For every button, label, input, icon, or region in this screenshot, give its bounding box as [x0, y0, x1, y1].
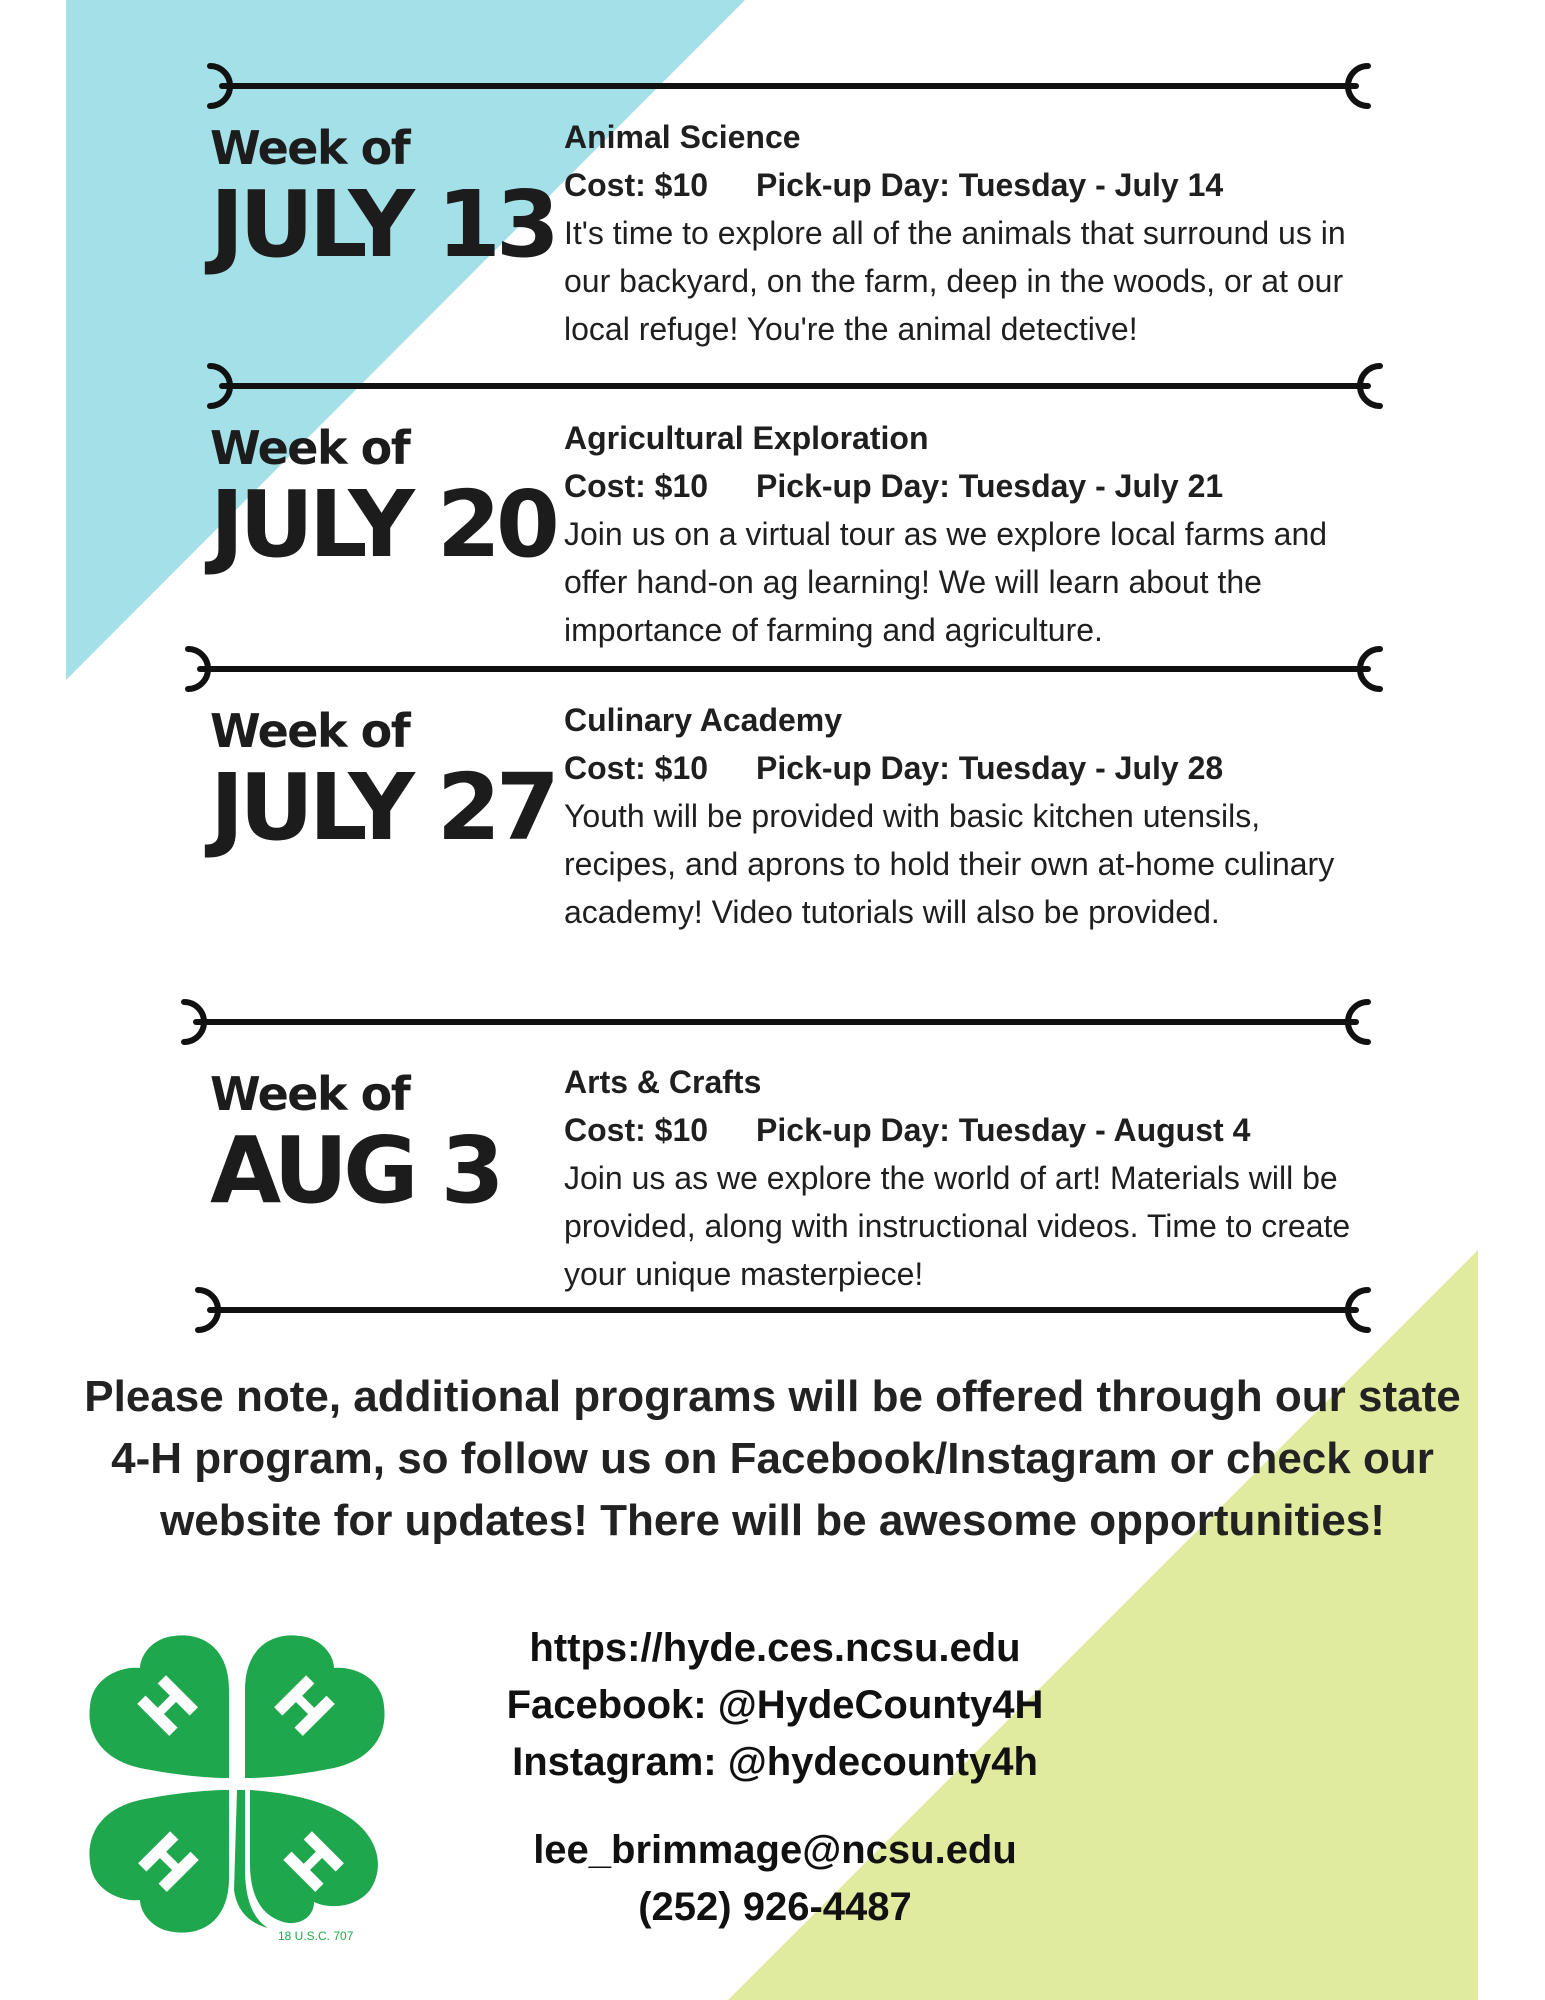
program-title: Agricultural Exploration: [564, 420, 929, 456]
program-title: Arts & Crafts: [564, 1064, 762, 1100]
week-label: Week of: [210, 1067, 410, 1121]
program-description: Youth will be provided with basic kitchen utensils, recipes, and aprons to hold their own at-home culinary academy! Video tutorials will also be provided.: [564, 798, 1335, 930]
program-info-4: [564, 1058, 1364, 1298]
program-cost: Cost: $10: [564, 750, 709, 786]
program-title: Animal Science: [564, 119, 801, 155]
week-heading-1: [210, 121, 555, 278]
email-link[interactable]: lee_brimmage@ncsu.edu: [533, 1828, 1017, 1872]
week-date: JULY 27: [210, 754, 555, 861]
phone-number[interactable]: (252) 926-4487: [638, 1885, 912, 1929]
program-pickup: Pick-up Day: Tuesday - July 28: [756, 750, 1224, 786]
program-title: Culinary Academy: [564, 702, 843, 738]
program-info-2: [564, 414, 1364, 654]
program-cost-line: [564, 462, 1364, 510]
program-pickup: Pick-up Day: Tuesday - July 21: [756, 468, 1224, 504]
program-cost: Cost: $10: [564, 468, 709, 504]
divider-4: [184, 1002, 1368, 1042]
week-label: Week of: [210, 121, 410, 175]
divider-3: [188, 649, 1380, 689]
program-description: Join us on a virtual tour as we explore local farms and offer hand-on ag learning! We will learn about the importance of farming and agriculture.: [564, 516, 1328, 648]
week-heading-2: [210, 421, 555, 578]
week-date: JULY 13: [210, 171, 555, 278]
program-cost-line: [564, 161, 1364, 209]
h-emblem-bottom-right: H: [270, 1818, 359, 1907]
website-link[interactable]: https://hyde.ces.ncsu.edu: [529, 1626, 1021, 1670]
week-heading-3: [210, 704, 555, 861]
additional-programs-note: Please note, additional programs will be offered through our state 4-H program, so follow us on Facebook/Instagram or check our website for updates! There will be awesome opportunities!: [84, 1372, 1461, 1545]
4h-clover-logo: [82, 1628, 392, 1948]
divider-2: [210, 366, 1380, 406]
week-label: Week of: [210, 421, 410, 475]
program-description: Join us as we explore the world of art! Materials will be provided, along with instructional videos. Time to create your unique masterpiece!: [564, 1160, 1351, 1292]
week-date: AUG 3: [210, 1117, 500, 1224]
program-pickup: Pick-up Day: Tuesday - July 14: [756, 167, 1224, 203]
program-cost-line: [564, 744, 1364, 792]
program-cost: Cost: $10: [564, 167, 709, 203]
program-cost-line: [564, 1106, 1364, 1154]
program-info-3: [564, 696, 1364, 936]
social-links: [420, 1620, 1130, 1791]
program-cost: Cost: $10: [564, 1112, 709, 1148]
program-pickup: Pick-up Day: Tuesday - August 4: [756, 1112, 1251, 1148]
week-date: JULY 20: [210, 471, 555, 578]
divider-1: [210, 66, 1368, 106]
week-heading-4: [210, 1067, 500, 1224]
week-label: Week of: [210, 704, 410, 758]
logo-code: 18 U.S.C. 707: [278, 1929, 354, 1943]
contact-details: [420, 1822, 1130, 1936]
h-emblem-top-left: H: [124, 1662, 213, 1751]
instagram-handle[interactable]: Instagram: @hydecounty4h: [512, 1740, 1038, 1784]
program-info-1: [564, 113, 1364, 353]
facebook-handle[interactable]: Facebook: @HydeCounty4H: [506, 1683, 1044, 1727]
h-emblem-top-right: H: [259, 1662, 348, 1751]
h-emblem-bottom-left: H: [123, 1818, 212, 1907]
program-description: It's time to explore all of the animals that surround us in our backyard, on the farm, deep in the woods, or at our local refuge! You're the animal detective!: [564, 215, 1346, 347]
